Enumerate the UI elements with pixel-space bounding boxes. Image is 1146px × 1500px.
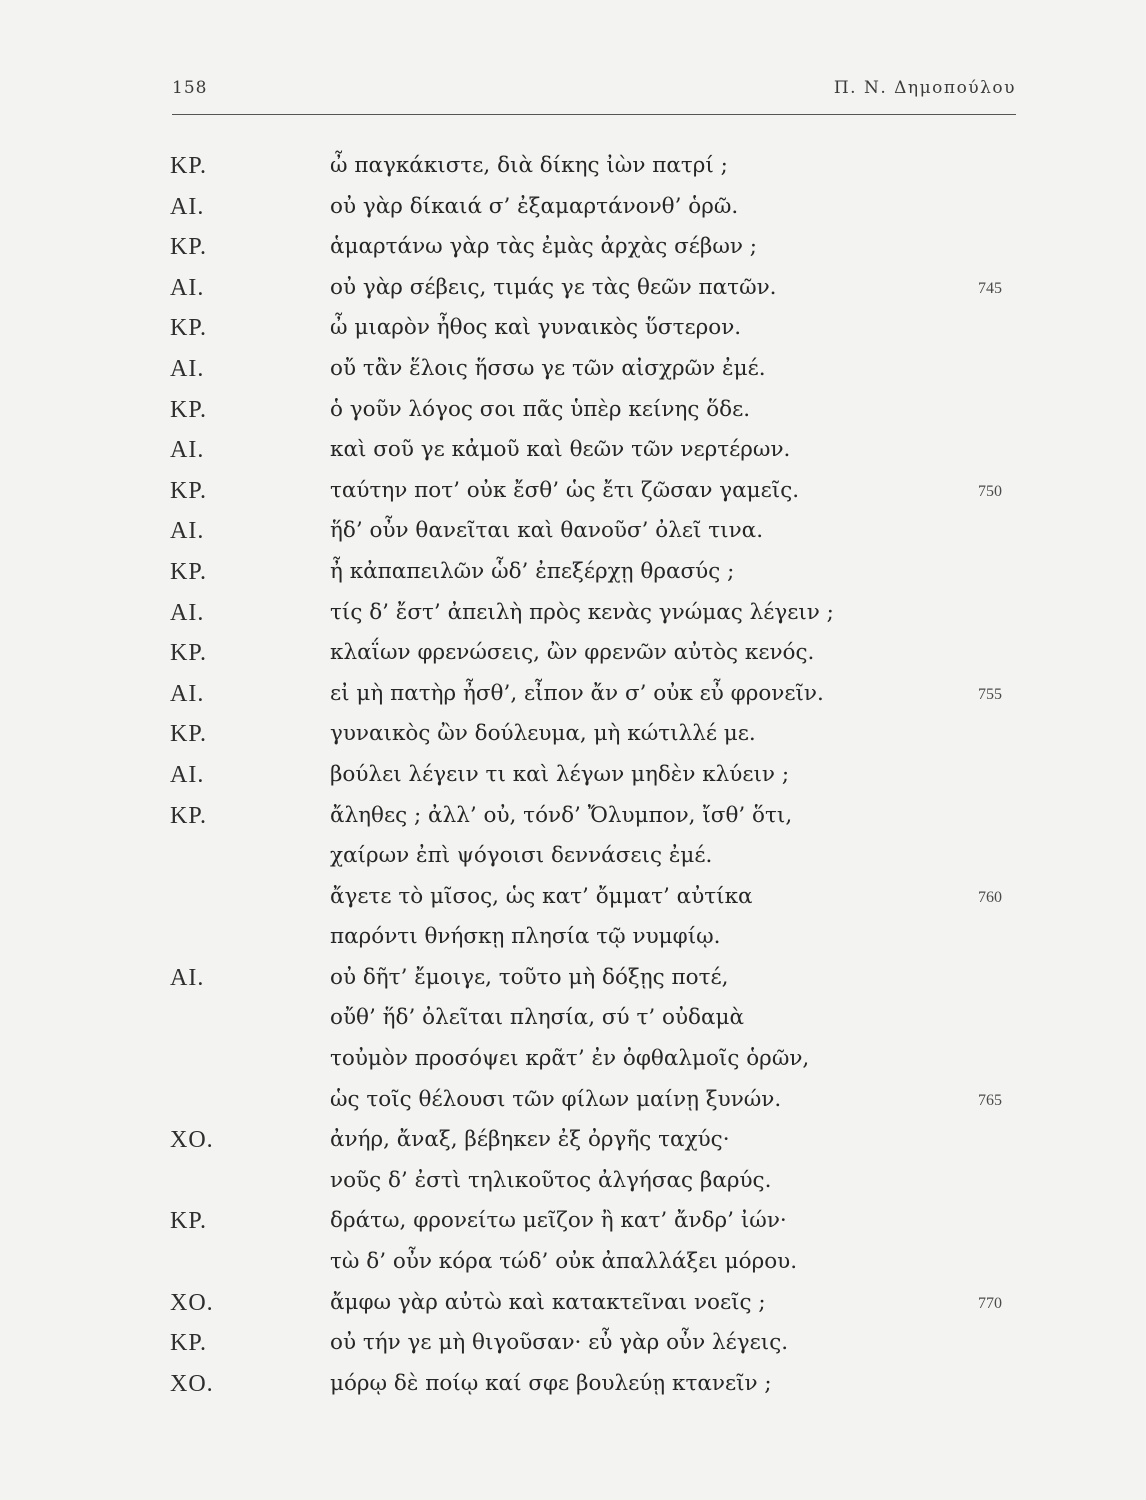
verse-line (170, 877, 1030, 918)
speaker-label: ΚΡ. (170, 721, 208, 748)
verse-text: εἰ μὴ πατὴρ ἦσθ’, εἶπον ἄν σ’ οὐκ εὖ φρονεῖν. (330, 680, 824, 706)
verse-text: μόρῳ δὲ ποίῳ καί σφε βουλεύῃ κτανεῖν ; (330, 1370, 772, 1396)
speaker-label: ΑΙ. (170, 518, 205, 545)
speaker-label: ΚΡ. (170, 234, 208, 261)
verse-line (170, 755, 1030, 796)
verse-line (170, 430, 1030, 471)
verse-text: ἥδ’ οὖν θανεῖται καὶ θανοῦσ’ ὀλεῖ τινα. (330, 518, 764, 544)
verse-text: δράτω, φρονείτω μεῖζον ἢ κατ’ ἄνδρ’ ἰών· (330, 1208, 787, 1234)
verse-text: ἀνήρ, ἄναξ, βέβηκεν ἐξ ὀργῆς ταχύς· (330, 1127, 730, 1153)
verse-text: χαίρων ἐπὶ ψόγοισι δεννάσεις ἐμέ. (330, 843, 713, 869)
verse-text: ὁ γοῦν λόγος σοι πᾶς ὑπὲρ κείνης ὅδε. (330, 396, 751, 422)
verse-line (170, 1242, 1030, 1283)
verse-text: τὼ δ’ οὖν κόρα τώδ’ οὐκ ἀπαλλάξει μόρου. (330, 1249, 798, 1275)
verse-text: ἄγετε τὸ μῖσος, ὡς κατ’ ὄμματ’ αὐτίκα (330, 883, 753, 909)
verse-text: οὔθ’ ἥδ’ ὀλεῖται πλησία, σύ τ’ οὐδαμὰ (330, 1005, 744, 1031)
line-number: 750 (978, 482, 1002, 500)
verse-text: οὐ γὰρ σέβεις, τιμάς γε τὰς θεῶν πατῶν. (330, 274, 777, 300)
line-number: 745 (978, 279, 1002, 297)
verse-line (170, 308, 1030, 349)
verse-line (170, 552, 1030, 593)
verse-text: ἁμαρτάνω γὰρ τὰς ἐμὰς ἀρχὰς σέβων ; (330, 234, 758, 260)
verse-text: κλαΐων φρενώσεις, ὢν φρενῶν αὐτὸς κενός. (330, 640, 815, 666)
header-rule (172, 114, 1016, 115)
verse-text: ὦ μιαρὸν ἦθος καὶ γυναικὸς ὕστερον. (330, 315, 742, 341)
verse-line (170, 593, 1030, 634)
speaker-label: ΚΡ. (170, 802, 208, 829)
verse-line (170, 1080, 1030, 1121)
line-number: 760 (978, 888, 1002, 906)
verse-line (170, 1039, 1030, 1080)
speaker-label: ΑΙ. (170, 680, 205, 707)
speaker-label: ΑΙ. (170, 761, 205, 788)
verse-line (170, 796, 1030, 837)
speaker-label: ΑΙ. (170, 437, 205, 464)
verse-line (170, 390, 1030, 431)
verse-text: οὐ δῆτ’ ἔμοιγε, τοῦτο μὴ δόξῃς ποτέ, (330, 964, 729, 990)
verse-text: οὐ γὰρ δίκαιά σ’ ἐξαμαρτάνονθ’ ὁρῶ. (330, 193, 739, 219)
speaker-label: ΧΟ. (170, 1127, 214, 1154)
verse-line (170, 1161, 1030, 1202)
speaker-label: ΚΡ. (170, 315, 208, 342)
speaker-label: ΚΡ. (170, 558, 208, 585)
verse-text: οὐ τήν γε μὴ θιγοῦσαν· εὖ γὰρ οὖν λέγεις. (330, 1330, 789, 1356)
verse-line (170, 1364, 1030, 1405)
verse-text: παρόντι θνήσκῃ πλησία τῷ νυμφίῳ. (330, 924, 721, 950)
running-head: Π. Ν. Δημοπούλου (833, 78, 1016, 98)
verse-text: ἄμφω γὰρ αὐτὼ καὶ κατακτεῖναι νοεῖς ; (330, 1289, 766, 1315)
speaker-label: ΚΡ. (170, 640, 208, 667)
verse-line (170, 1323, 1030, 1364)
speaker-label: ΚΡ. (170, 1208, 208, 1235)
verse-line (170, 1120, 1030, 1161)
verse-text: καὶ σοῦ γε κἀμοῦ καὶ θεῶν τῶν νερτέρων. (330, 437, 791, 463)
verse-line (170, 836, 1030, 877)
verse-line (170, 349, 1030, 390)
line-number: 755 (978, 685, 1002, 703)
verse-text: νοῦς δ’ ἐστὶ τηλικοῦτος ἀλγήσας βαρύς. (330, 1167, 772, 1193)
verse-line (170, 471, 1030, 512)
verse-line (170, 227, 1030, 268)
verse-line (170, 633, 1030, 674)
verse-line (170, 146, 1030, 187)
page-header (172, 78, 1016, 104)
verse-line (170, 1283, 1030, 1324)
speaker-label: ΧΟ. (170, 1289, 214, 1316)
line-number: 765 (978, 1091, 1002, 1109)
speaker-label: ΑΙ. (170, 355, 205, 382)
verse-text: ταύτην ποτ’ οὐκ ἔσθ’ ὡς ἔτι ζῶσαν γαμεῖς. (330, 477, 800, 503)
speaker-label: ΑΙ. (170, 599, 205, 626)
verse-line (170, 1201, 1030, 1242)
speaker-label: ΑΙ. (170, 274, 205, 301)
verse-block (170, 146, 1030, 1404)
speaker-label: ΚΡ. (170, 396, 208, 423)
verse-line (170, 511, 1030, 552)
page-number: 158 (172, 78, 208, 98)
verse-line (170, 917, 1030, 958)
verse-line (170, 268, 1030, 309)
verse-text: ὡς τοῖς θέλουσι τῶν φίλων μαίνῃ ξυνών. (330, 1086, 782, 1112)
verse-text: ἦ κἀπαπειλῶν ὧδ’ ἐπεξέρχῃ θρασύς ; (330, 558, 735, 584)
speaker-label: ΚΡ. (170, 153, 208, 179)
verse-text: ὦ παγκάκιστε, διὰ δίκης ἰὼν πατρί ; (330, 153, 728, 178)
verse-text: οὔ τἂν ἕλοις ἥσσω γε τῶν αἰσχρῶν ἐμέ. (330, 355, 766, 381)
verse-text: βούλει λέγειν τι καὶ λέγων μηδὲν κλύειν ; (330, 761, 790, 787)
verse-text: τίς δ’ ἔστ’ ἀπειλὴ πρὸς κενὰς γνώμας λέγειν ; (330, 599, 834, 625)
verse-line (170, 714, 1030, 755)
verse-line (170, 674, 1030, 715)
line-number: 770 (978, 1294, 1002, 1312)
verse-line (170, 187, 1030, 228)
verse-text: ἄληθες ; ἀλλ’ οὐ, τόνδ’ Ὄλυμπον, ἴσθ’ ὅτι, (330, 802, 793, 828)
speaker-label: ΧΟ. (170, 1370, 214, 1397)
speaker-label: ΚΡ. (170, 477, 208, 504)
verse-line (170, 958, 1030, 999)
speaker-label: ΑΙ. (170, 193, 205, 220)
speaker-label: ΑΙ. (170, 964, 205, 991)
verse-text: τοὐμὸν προσόψει κρᾶτ’ ἐν ὀφθαλμοῖς ὁρῶν, (330, 1046, 810, 1072)
verse-line (170, 998, 1030, 1039)
speaker-label: ΚΡ. (170, 1330, 208, 1357)
verse-text: γυναικὸς ὢν δούλευμα, μὴ κώτιλλέ με. (330, 721, 756, 747)
